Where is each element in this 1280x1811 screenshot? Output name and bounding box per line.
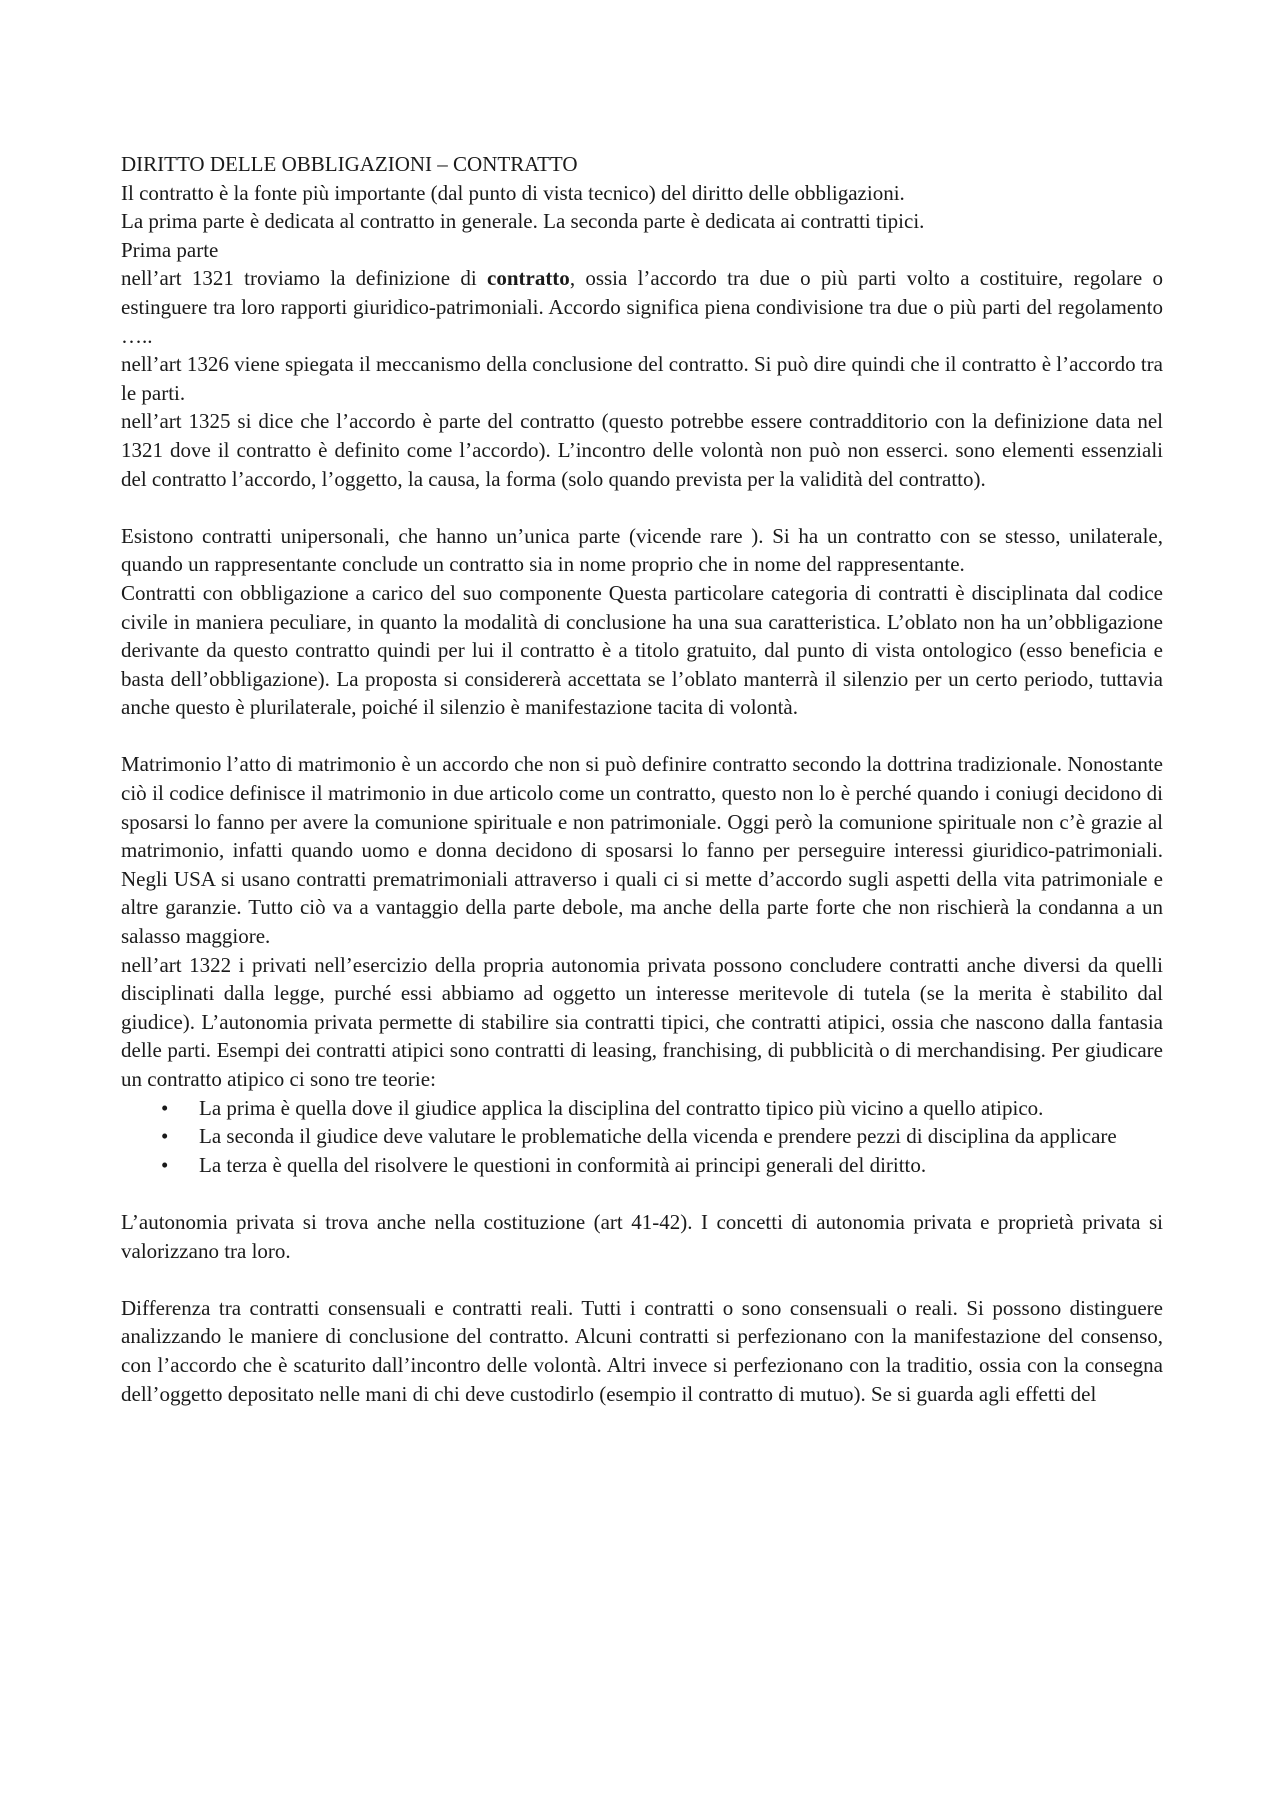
list-item-text: La seconda il giudice deve valutare le problematiche della vicenda e prendere pezzi di disciplina da applicare: [199, 1124, 1117, 1149]
bullet-icon: •: [161, 1152, 169, 1177]
bullet-icon: •: [161, 1124, 169, 1149]
list-item: [121, 1122, 1163, 1151]
paragraph-art-1321: [121, 264, 1163, 350]
paragraph-art-1326: nell’art 1326 viene spiegata il meccanismo della conclusione del contratto. Si può dire quindi che il contratto è l’accordo tra le parti.: [121, 352, 1163, 405]
teorie-list: [121, 1094, 1163, 1180]
list-item: [121, 1094, 1163, 1123]
paragraph-matrimonio: Matrimonio l’atto di matrimonio è un accordo che non si può definire contratto secondo la dottrina tradizionale. Nonostante ciò il codice definisce il matrimonio in due articolo come un contratto, questo non lo è perché quando i coniugi decidono di sposarsi lo fanno per avere la comunione spirituale e non patrimoniale. Oggi però la comunione spirituale non c’è grazie al matrimonio, infatti quando uomo e donna decidono di sposarsi lo fanno per perseguire interessi giuridico-patrimoniali. Negli USA si usano contratti prematrimoniali attraverso i quali ci si mette d’accordo sugli aspetti della vita patrimoniale e altre garanzie. Tutto ciò va a vantaggio della parte debole, ma anche della parte forte che non rischierà la condanna a un salasso maggiore.: [121, 752, 1163, 949]
art-1321-intro: nell’art 1321 troviamo la definizione di: [121, 266, 487, 291]
paragraph-costituzione: L’autonomia privata si trova anche nella costituzione (art 41-42). I concetti di autonomia privata e proprietà privata si valorizzano tra loro.: [121, 1209, 1163, 1263]
paragraph-unipersonali: Esistono contratti unipersonali, che hanno un’unica parte (vicende rare ). Si ha un contratto con se stesso, unilaterale, quando un rappresentante conclude un contratto sia in nome proprio che in nome del rappresentante.: [121, 523, 1163, 577]
paragraph-spacer: [121, 493, 1163, 522]
list-item: [121, 1151, 1163, 1180]
paragraph-art-1325: nell’art 1325 si dice che l’accordo è parte del contratto (questo potrebbe essere contradditorio con la definizione data nel 1321 dove il contratto è definito come l’accordo). L’incontro delle volontà non può non esserci. sono elementi essenziali del contratto l’accordo, l’oggetto, la causa, la forma (solo quando prevista per la validità del contratto).: [121, 409, 1163, 491]
art-1321-definition: , ossia l’accordo tra due o più parti volto a costituire, regolare o estinguere tra loro rapporti giuridico-patrimoniali. Accordo significa piena condivisione tra due o più parti del regolamento …..: [121, 266, 1163, 348]
document-page: [121, 150, 1163, 1408]
intro-line-2: La prima parte è dedicata al contratto in generale. La seconda parte è dedicata ai contratti tipici.: [121, 209, 925, 234]
paragraph-art-1322: nell’art 1322 i privati nell’esercizio della propria autonomia privata possono concludere contratti anche diversi da quelli disciplinati dalla legge, purché essi abbiamo ad oggetto un interesse meritevole di tutela (se la merita è stabilito dal giudice). L’autonomia privata permette di stabilire sia contratti tipici, che contratti atipici, ossia che nascono dalla fantasia delle parti. Esempi dei contratti atipici sono contratti di leasing, franchising, di pubblicità o di merchandising. Per giudicare un contratto atipico ci sono tre teorie:: [121, 952, 1163, 1091]
document-title: DIRITTO DELLE OBBLIGAZIONI – CONTRATTO: [121, 152, 578, 176]
list-item-text: La prima è quella dove il giudice applica la disciplina del contratto tipico più vicino a quello atipico.: [199, 1095, 1044, 1120]
paragraph-spacer: [121, 1179, 1163, 1208]
paragraph-spacer: [121, 722, 1163, 751]
section-heading-prima-parte: Prima parte: [121, 237, 219, 262]
intro-line-1: Il contratto è la fonte più importante (dal punto di vista tecnico) del diritto delle obbligazioni.: [121, 180, 905, 205]
paragraph-spacer: [121, 1265, 1163, 1294]
paragraph-obbligazione-a-carico: Contratti con obbligazione a carico del suo componente Questa particolare categoria di contratti è disciplinata dal codice civile in maniera peculiare, in quanto la modalità di conclusione ha una sua caratteristica. L’oblato non ha un’obbligazione derivante da questo contratto quindi per lui il contratto è a titolo gratuito, dal punto di vista ontologico (esso beneficia e basta dell’obbligazione). La proposta si considererà accettata se l’oblato manterrà il silenzio per un certo periodo, tuttavia anche questo è plurilaterale, poiché il silenzio è manifestazione tacita di volontà.: [121, 580, 1163, 720]
bullet-icon: •: [161, 1095, 169, 1120]
list-item-text: La terza è quella del risolvere le questioni in conformità ai principi generali del diritto.: [199, 1152, 927, 1177]
paragraph-differenza: Differenza tra contratti consensuali e contratti reali. Tutti i contratti o sono consensuali o reali. Si possono distinguere analizzando le maniere di conclusione del contratto. Alcuni contratti si perfezionano con la manifestazione del consenso, con l’accordo che è scaturito dall’incontro delle volontà. Altri invece si perfezionano con la traditio, ossia con la consegna dell’oggetto depositato nelle mani di chi deve custodirlo (esempio il contratto di mutuo). Se si guarda agli effetti del: [121, 1295, 1163, 1406]
term-contratto: contratto: [487, 266, 570, 291]
